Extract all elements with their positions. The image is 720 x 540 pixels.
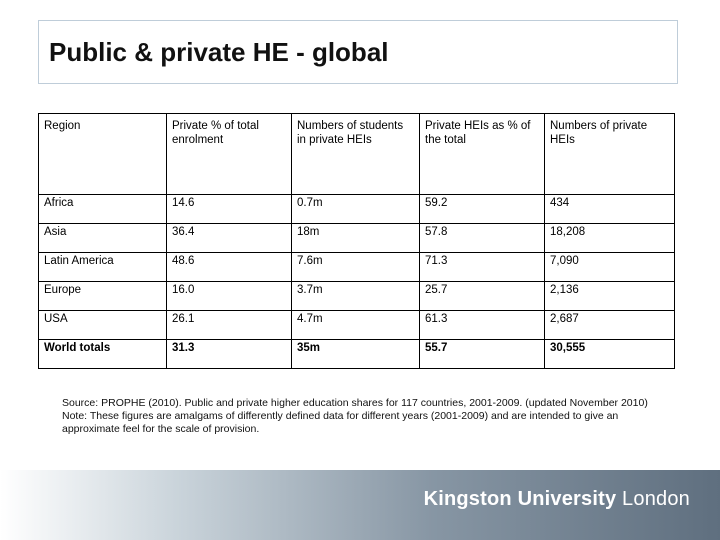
cell-heis-pct: 57.8 <box>420 224 545 253</box>
header-region: Region <box>39 114 167 195</box>
brand-city: London <box>622 488 690 510</box>
slide-title: Public & private HE - global <box>49 36 389 67</box>
cell-students: 7.6m <box>292 253 420 282</box>
table-row <box>39 195 675 224</box>
cell-region: Europe <box>39 282 167 311</box>
cell-students: 3.7m <box>292 282 420 311</box>
cell-students: 18m <box>292 224 420 253</box>
cell-private-pct: 26.1 <box>167 311 292 340</box>
cell-region: Asia <box>39 224 167 253</box>
cell-heis-count: 434 <box>545 195 675 224</box>
title-box <box>38 20 678 84</box>
cell-region: World totals <box>39 340 167 369</box>
cell-students: 4.7m <box>292 311 420 340</box>
table-header-row <box>39 114 675 195</box>
cell-heis-pct: 71.3 <box>420 253 545 282</box>
cell-heis-count: 30,555 <box>545 340 675 369</box>
table-row <box>39 253 675 282</box>
cell-region: Africa <box>39 195 167 224</box>
cell-heis-count: 18,208 <box>545 224 675 253</box>
cell-heis-count: 2,136 <box>545 282 675 311</box>
header-private-pct-enrolment: Private % of total enrolment <box>167 114 292 195</box>
source-notes <box>62 397 662 436</box>
cell-private-pct: 16.0 <box>167 282 292 311</box>
cell-students: 35m <box>292 340 420 369</box>
note-text: Note: These figures are amalgams of differently defined data for different years (2001-2009) and are intended to give an approximate feel for the scale of provision. <box>62 410 619 436</box>
table-row <box>39 311 675 340</box>
table-row <box>39 282 675 311</box>
header-students-private-heis: Numbers of students in private HEIs <box>292 114 420 195</box>
cell-private-pct: 36.4 <box>167 224 292 253</box>
cell-heis-pct: 61.3 <box>420 311 545 340</box>
cell-private-pct: 48.6 <box>167 253 292 282</box>
cell-heis-pct: 55.7 <box>420 340 545 369</box>
cell-heis-count: 7,090 <box>545 253 675 282</box>
cell-students: 0.7m <box>292 195 420 224</box>
cell-heis-pct: 25.7 <box>420 282 545 311</box>
cell-private-pct: 14.6 <box>167 195 292 224</box>
cell-region: USA <box>39 311 167 340</box>
university-logo <box>424 488 690 511</box>
table-row-totals <box>39 340 675 369</box>
header-private-heis-pct: Private HEIs as % of the total <box>420 114 545 195</box>
cell-heis-count: 2,687 <box>545 311 675 340</box>
header-number-private-heis: Numbers of private HEIs <box>545 114 675 195</box>
source-text: Source: PROPHE (2010). Public and private higher education shares for 117 countries, 2001-2009. (updated November 2010) <box>62 397 648 409</box>
data-table <box>38 113 675 369</box>
brand-name: Kingston University <box>423 488 617 510</box>
footer-bar <box>0 470 720 540</box>
cell-heis-pct: 59.2 <box>420 195 545 224</box>
cell-region: Latin America <box>39 253 167 282</box>
table-row <box>39 224 675 253</box>
cell-private-pct: 31.3 <box>167 340 292 369</box>
